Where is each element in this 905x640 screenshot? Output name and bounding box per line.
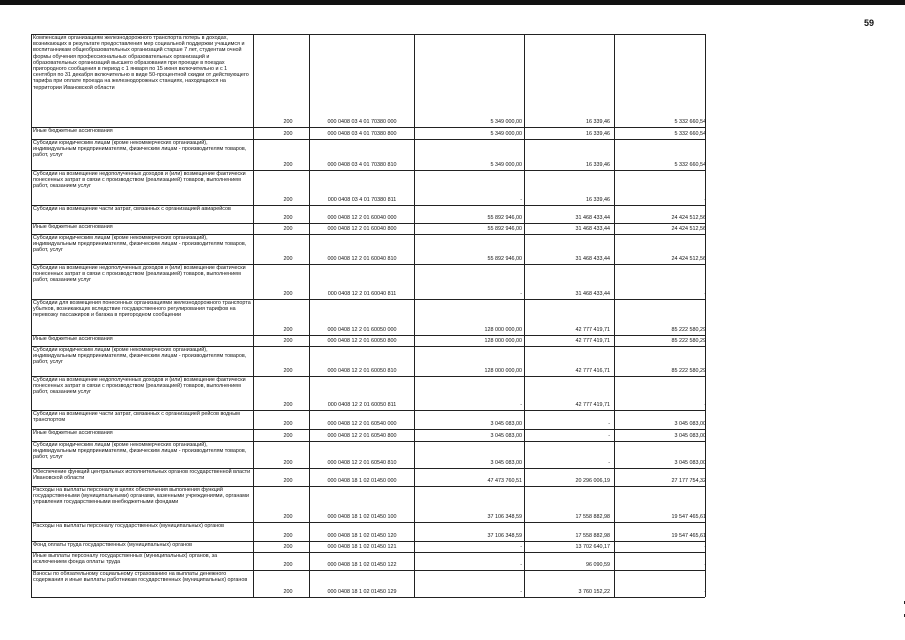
row-code: 200 — [283, 402, 293, 408]
row-approved-amount: 5 349 000,00 — [490, 162, 522, 168]
column-rule — [614, 34, 615, 597]
column-rule — [524, 34, 525, 597]
row-executed-amount: 31 468 433,44 — [575, 226, 610, 232]
row-executed-amount: 42 777 416,71 — [575, 368, 610, 374]
row-code: 200 — [283, 256, 293, 262]
row-classification-code: 000 0408 18 1 02 01450 122 — [327, 562, 397, 568]
row-classification-code: 000 0408 03 4 01 70380 800 — [327, 131, 397, 137]
row-classification-code: 000 0408 12 2 01 60050 800 — [327, 338, 397, 344]
row-classification-code: 000 0408 18 1 02 01450 121 — [327, 544, 397, 550]
row-unexecuted-amount: 19 547 465,61 — [671, 533, 706, 539]
row-code: 200 — [283, 226, 293, 232]
row-unexecuted-amount: 3 045 083,00 — [674, 460, 706, 466]
row-description: Взносы по обязательному социальному страхованию на выплаты денежного содержания и иные выплаты работникам государственных (муниципальных) органов — [33, 571, 248, 584]
row-unexecuted-amount: 24 424 512,56 — [671, 256, 706, 262]
row-code: 200 — [283, 421, 293, 427]
row-classification-code: 000 0408 12 2 01 60050 811 — [327, 402, 397, 408]
row-code: 200 — [283, 197, 293, 203]
row-classification-code: 000 0408 03 4 01 70380 810 — [327, 162, 397, 168]
row-executed-amount: 31 468 433,44 — [575, 215, 610, 221]
row-description: Субсидии на возмещение недополученных доходов и (или) возмещение фактически понесенных затрат в связи с производством (реализацией) товаров, выполнением работ, оказанием услуг — [33, 265, 246, 284]
row-approved-amount: - — [520, 291, 522, 297]
row-description: Субсидии юридическим лицам (кроме некоммерческих организаций), индивидуальным предпринимателям, физическим лицам - производителям товаров, работ, услуг — [33, 140, 247, 159]
row-unexecuted-amount: - — [704, 197, 706, 203]
row-code: 200 — [283, 119, 293, 125]
row-description: Расходы на выплаты персоналу в целях обеспечения выполнения функций государственными (муниципальными) органами, казенными учреждениями, органами управления государственными внебюджетными фондами — [33, 487, 250, 506]
row-classification-code: 000 0408 03 4 01 70380 000 — [327, 119, 397, 125]
row-classification-code: 000 0408 12 2 01 60540 000 — [327, 421, 397, 427]
row-executed-amount: 42 777 419,71 — [575, 327, 610, 333]
row-unexecuted-amount: 24 424 512,56 — [671, 226, 706, 232]
row-approved-amount: 37 106 348,59 — [487, 533, 522, 539]
top-border — [0, 0, 905, 5]
row-approved-amount: 55 892 946,00 — [487, 215, 522, 221]
row-approved-amount: 47 473 760,51 — [487, 478, 522, 484]
row-unexecuted-amount: - — [704, 291, 706, 297]
row-executed-amount: 16 339,46 — [586, 131, 610, 137]
row-code: 200 — [283, 162, 293, 168]
row-unexecuted-amount: 24 424 512,56 — [671, 215, 706, 221]
row-unexecuted-amount: - — [704, 402, 706, 408]
row-description: Иные бюджетные ассигнования — [33, 224, 113, 230]
row-unexecuted-amount: 5 332 660,54 — [674, 131, 706, 137]
row-classification-code: 000 0408 18 1 02 01450 000 — [327, 478, 397, 484]
row-description: Субсидии для возмещения понесенных организациями железнодорожного транспорта убытков, возникающих вследствие государственного регулирования тарифов на перевозку пассажиров и багажа в пригородном сообщении — [33, 300, 251, 319]
page-number: 59 — [864, 18, 875, 28]
row-code: 200 — [283, 291, 293, 297]
row-unexecuted-amount: - — [704, 562, 706, 568]
row-classification-code: 000 0408 12 2 01 60050 810 — [327, 368, 397, 374]
row-executed-amount: - — [608, 460, 610, 466]
row-unexecuted-amount: 5 332 660,54 — [674, 119, 706, 125]
row-approved-amount: 3 045 083,00 — [490, 433, 522, 439]
row-description: Субсидии на возмещение недополученных доходов и (или) возмещение фактически понесенных затрат в связи с производством (реализацией) товаров, выполнением работ, оказанием услуг — [33, 171, 246, 190]
row-description: Иные выплаты персоналу государственных (муниципальных) органов, за исключением фонда оплаты труда — [33, 553, 218, 566]
row-unexecuted-amount: - — [704, 589, 706, 595]
row-approved-amount: 5 349 000,00 — [490, 119, 522, 125]
row-approved-amount: - — [520, 544, 522, 550]
row-approved-amount: 128 000 000,00 — [484, 338, 522, 344]
row-classification-code: 000 0408 03 4 01 70380 811 — [327, 197, 397, 203]
row-description: Субсидии на возмещение части затрат, связанных с организацией авиарейсов — [33, 206, 231, 212]
row-executed-amount: 31 468 433,44 — [575, 291, 610, 297]
row-executed-amount: 20 296 006,19 — [575, 478, 610, 484]
row-executed-amount: 96 090,59 — [586, 562, 610, 568]
row-code: 200 — [283, 327, 293, 333]
column-rule — [31, 34, 32, 597]
row-executed-amount: 17 558 882,98 — [575, 533, 610, 539]
row-executed-amount: 31 468 433,44 — [575, 256, 610, 262]
row-code: 200 — [283, 215, 293, 221]
row-rule — [31, 597, 705, 598]
row-description: Иные бюджетные ассигнования — [33, 128, 113, 134]
row-executed-amount: 13 702 640,17 — [575, 544, 610, 550]
row-executed-amount: 16 339,46 — [586, 162, 610, 168]
row-approved-amount: 37 106 348,59 — [487, 514, 522, 520]
row-classification-code: 000 0408 12 2 01 60040 000 — [327, 215, 397, 221]
row-code: 200 — [283, 460, 293, 466]
row-description: Субсидии на возмещение недополученных доходов и (или) возмещение фактически понесенных затрат в связи с производством (реализацией) товаров, выполнением работ, оказанием услуг — [33, 377, 246, 396]
row-unexecuted-amount: - — [704, 544, 706, 550]
row-classification-code: 000 0408 18 1 02 01450 100 — [327, 514, 397, 520]
row-approved-amount: - — [520, 197, 522, 203]
row-executed-amount: - — [608, 433, 610, 439]
row-executed-amount: 3 760 152,22 — [578, 589, 610, 595]
row-description: Обеспечение функций центральных исполнительных органов государственной власти Ивановской области — [33, 469, 251, 482]
row-code: 200 — [283, 514, 293, 520]
row-code: 200 — [283, 544, 293, 550]
row-code: 200 — [283, 478, 293, 484]
row-description: Иные бюджетные ассигнования — [33, 430, 113, 436]
column-rule — [309, 34, 310, 597]
row-classification-code: 000 0408 12 2 01 60040 810 — [327, 256, 397, 262]
row-description: Расходы на выплаты персоналу государственных (муниципальных) органов — [33, 523, 225, 529]
row-executed-amount: 17 558 882,98 — [575, 514, 610, 520]
column-rule — [253, 34, 254, 597]
column-rule — [414, 34, 415, 597]
row-description: Субсидии на возмещение части затрат, связанных с организацией рейсов водным транспортом — [33, 411, 240, 424]
row-code: 200 — [283, 589, 293, 595]
row-classification-code: 000 0408 12 2 01 60540 800 — [327, 433, 397, 439]
row-code: 200 — [283, 562, 293, 568]
row-description: Субсидии юридическим лицам (кроме некоммерческих организаций), индивидуальным предпринимателям, физическим лицам - производителям товаров, работ, услуг — [33, 235, 247, 254]
row-executed-amount: 42 777 419,71 — [575, 338, 610, 344]
row-classification-code: 000 0408 12 2 01 60040 800 — [327, 226, 397, 232]
row-unexecuted-amount: 5 332 660,54 — [674, 162, 706, 168]
row-executed-amount: 16 339,46 — [586, 197, 610, 203]
row-executed-amount: 42 777 419,71 — [575, 402, 610, 408]
row-unexecuted-amount: 3 045 083,00 — [674, 421, 706, 427]
row-approved-amount: - — [520, 589, 522, 595]
row-description: Иные бюджетные ассигнования — [33, 336, 113, 342]
row-classification-code: 000 0408 18 1 02 01450 120 — [327, 533, 397, 539]
row-code: 200 — [283, 338, 293, 344]
row-classification-code: 000 0408 12 2 01 60040 811 — [327, 291, 397, 297]
row-unexecuted-amount: 85 222 580,29 — [671, 338, 706, 344]
row-executed-amount: - — [608, 421, 610, 427]
row-approved-amount: 55 892 946,00 — [487, 226, 522, 232]
row-approved-amount: 3 045 083,00 — [490, 421, 522, 427]
row-unexecuted-amount: 27 177 754,32 — [671, 478, 706, 484]
row-approved-amount: 128 000 000,00 — [484, 368, 522, 374]
row-classification-code: 000 0408 12 2 01 60540 810 — [327, 460, 397, 466]
row-code: 200 — [283, 433, 293, 439]
row-code: 200 — [283, 131, 293, 137]
row-approved-amount: 55 892 946,00 — [487, 256, 522, 262]
row-description: Компенсация организациям железнодорожного транспорта потерь в доходах, возникающих в результате предоставления мер социальной поддержки учащимся и воспитанникам общеобразовательных организаций старше 7 лет, студентам очной формы обучения профессиональных образовательных организаций и образовательных организаций высшего образования при проезде в поездах пригородного сообщения в период с 1 января по 15 июня включительно и с 1 сентября по 31 декабря включительно в виде 50-процентной скидки от действующего тарифа при оплате проезда на железнодорожных станциях, находящихся на территории Ивановской области — [33, 35, 249, 91]
row-executed-amount: 16 339,46 — [586, 119, 610, 125]
row-code: 200 — [283, 368, 293, 374]
row-unexecuted-amount: 3 045 083,00 — [674, 433, 706, 439]
row-description: Субсидии юридическим лицам (кроме некоммерческих организаций), индивидуальным предпринимателям, физическим лицам - производителям товаров, работ, услуг — [33, 442, 247, 461]
row-unexecuted-amount: 19 547 465,61 — [671, 514, 706, 520]
row-unexecuted-amount: 85 222 580,29 — [671, 368, 706, 374]
row-approved-amount: - — [520, 562, 522, 568]
row-unexecuted-amount: 85 222 580,29 — [671, 327, 706, 333]
row-classification-code: 000 0408 18 1 02 01450 129 — [327, 589, 397, 595]
row-approved-amount: - — [520, 402, 522, 408]
row-description: Фонд оплаты труда государственных (муниципальных) органов — [33, 542, 192, 548]
row-code: 200 — [283, 533, 293, 539]
row-classification-code: 000 0408 12 2 01 60050 000 — [327, 327, 397, 333]
row-approved-amount: 3 045 083,00 — [490, 460, 522, 466]
row-approved-amount: 128 000 000,00 — [484, 327, 522, 333]
row-description: Субсидии юридическим лицам (кроме некоммерческих организаций), индивидуальным предпринимателям, физическим лицам - производителям товаров, работ, услуг — [33, 347, 247, 366]
row-approved-amount: 5 349 000,00 — [490, 131, 522, 137]
